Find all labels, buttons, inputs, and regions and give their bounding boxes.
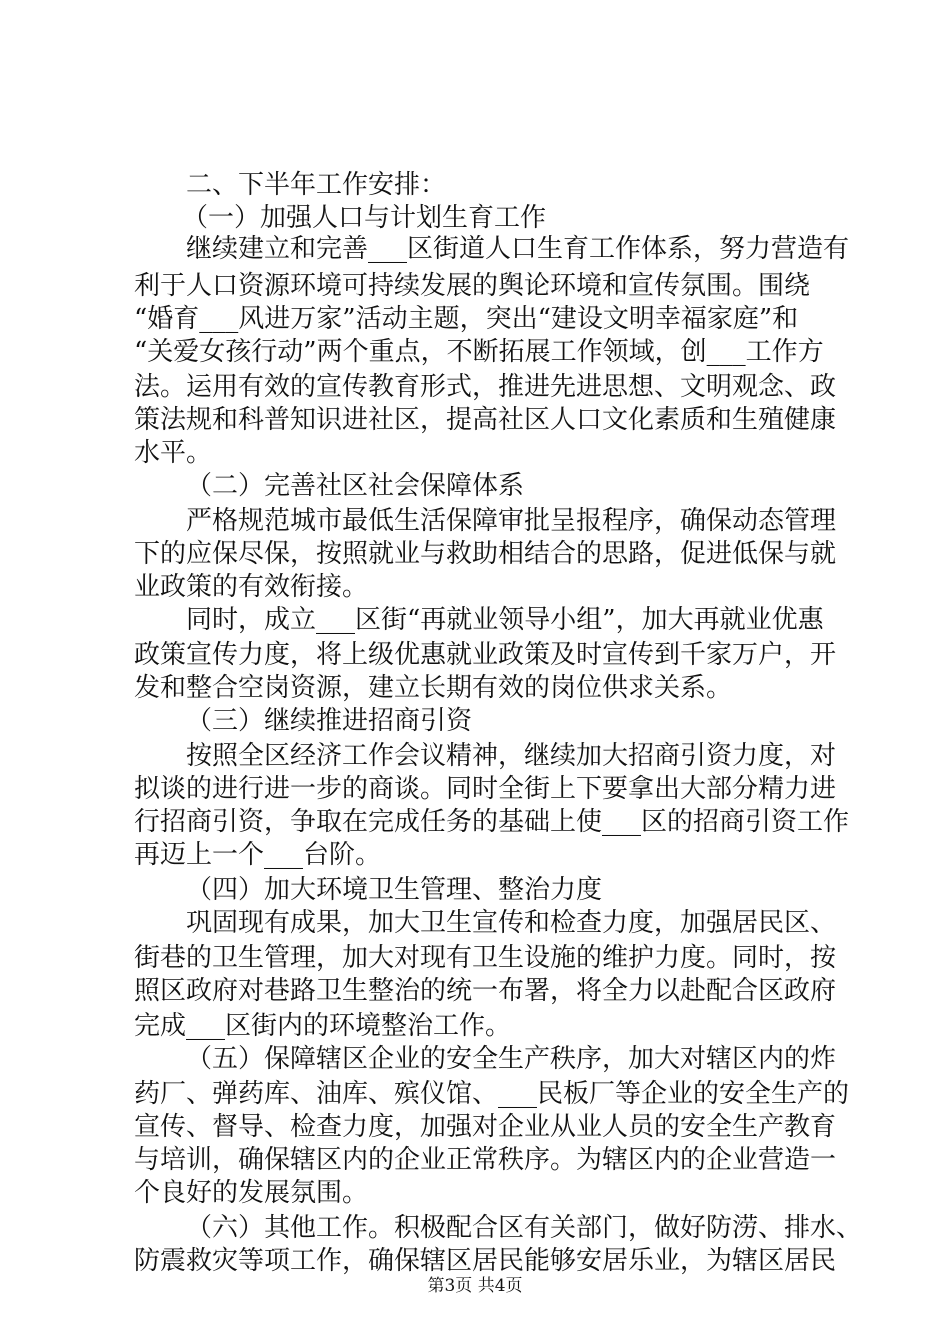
paragraph-line: 与培训，确保辖区内的企业正常秩序。为辖区内的企业营造一: [134, 1145, 837, 1175]
subsection-heading: （三）继续推进招商引资: [186, 706, 473, 736]
paragraph-line: “婚育___风进万家”活动主题，突出“建设文明幸福家庭”和: [134, 304, 799, 334]
paragraph-line: 宣传、督导、检查力度，加强对企业从业人员的安全生产教育: [134, 1112, 837, 1142]
page-footer: 第3页 共4页: [427, 1276, 523, 1296]
paragraph-line: 同时，成立___区街“再就业领导小组”，加大再就业优惠: [186, 605, 824, 635]
paragraph-line: 水平。: [134, 438, 213, 468]
paragraph-line: 街巷的卫生管理，加大对现有卫生设施的维护力度。同时，按: [134, 943, 837, 973]
paragraph-line: 药厂、弹药库、油库、殡仪馆、___民板厂等企业的安全生产的: [134, 1079, 850, 1109]
paragraph-line: 业政策的有效衔接。: [134, 572, 369, 602]
paragraph-line: 发和整合空岗资源，建立长期有效的岗位供求关系。: [134, 673, 733, 703]
subsection-heading: （一）加强人口与计划生育工作: [182, 203, 547, 233]
paragraph-line: 拟谈的进行进一步的商谈。同时全街上下要拿出大部分精力进: [134, 774, 837, 804]
paragraph-line: （六）其他工作。积极配合区有关部门，做好防涝、排水、: [186, 1213, 863, 1243]
subsection-heading: （四）加大环境卫生管理、整治力度: [186, 875, 603, 905]
paragraph-line: 利于人口资源环境可持续发展的舆论环境和宣传氛围。围绕: [134, 271, 811, 301]
paragraph-line: 法。运用有效的宣传教育形式，推进先进思想、文明观念、政: [134, 372, 837, 402]
paragraph-line: 巩固现有成果，加大卫生宣传和检查力度，加强居民区、: [186, 908, 837, 938]
paragraph-line: 严格规范城市最低生活保障审批呈报程序，确保动态管理: [186, 506, 837, 536]
paragraph-line: 照区政府对巷路卫生整治的统一布署，将全力以赴配合区政府: [134, 976, 837, 1006]
paragraph-line: 防震救灾等项工作，确保辖区居民能够安居乐业，为辖区居民: [134, 1246, 837, 1276]
section-heading: 二、下半年工作安排：: [186, 170, 447, 200]
paragraph-line: “关爱女孩行动”两个重点，不断拓展工作领域，创___工作方: [134, 337, 824, 367]
paragraph-line: 策法规和科普知识进社区，提高社区人口文化素质和生殖健康: [134, 405, 837, 435]
paragraph-line: 继续建立和完善___区街道人口生育工作体系，努力营造有: [186, 234, 850, 264]
paragraph-line: 再迈上一个___台阶。: [134, 840, 382, 870]
paragraph-line: 行招商引资，争取在完成任务的基础上使___区的招商引资工作: [134, 807, 850, 837]
paragraph-line: 个良好的发展氛围。: [134, 1178, 369, 1208]
subsection-heading: （二）完善社区社会保障体系: [186, 471, 525, 501]
paragraph-line: 按照全区经济工作会议精神，继续加大招商引资力度，对: [186, 741, 837, 771]
paragraph-line: 下的应保尽保，按照就业与救助相结合的思路，促进低保与就: [134, 539, 837, 569]
paragraph-line: 完成___区街内的环境整治工作。: [134, 1011, 512, 1041]
paragraph-line: （五）保障辖区企业的安全生产秩序，加大对辖区内的炸: [186, 1044, 837, 1074]
paragraph-line: 政策宣传力度，将上级优惠就业政策及时宣传到千家万户，开: [134, 640, 837, 670]
